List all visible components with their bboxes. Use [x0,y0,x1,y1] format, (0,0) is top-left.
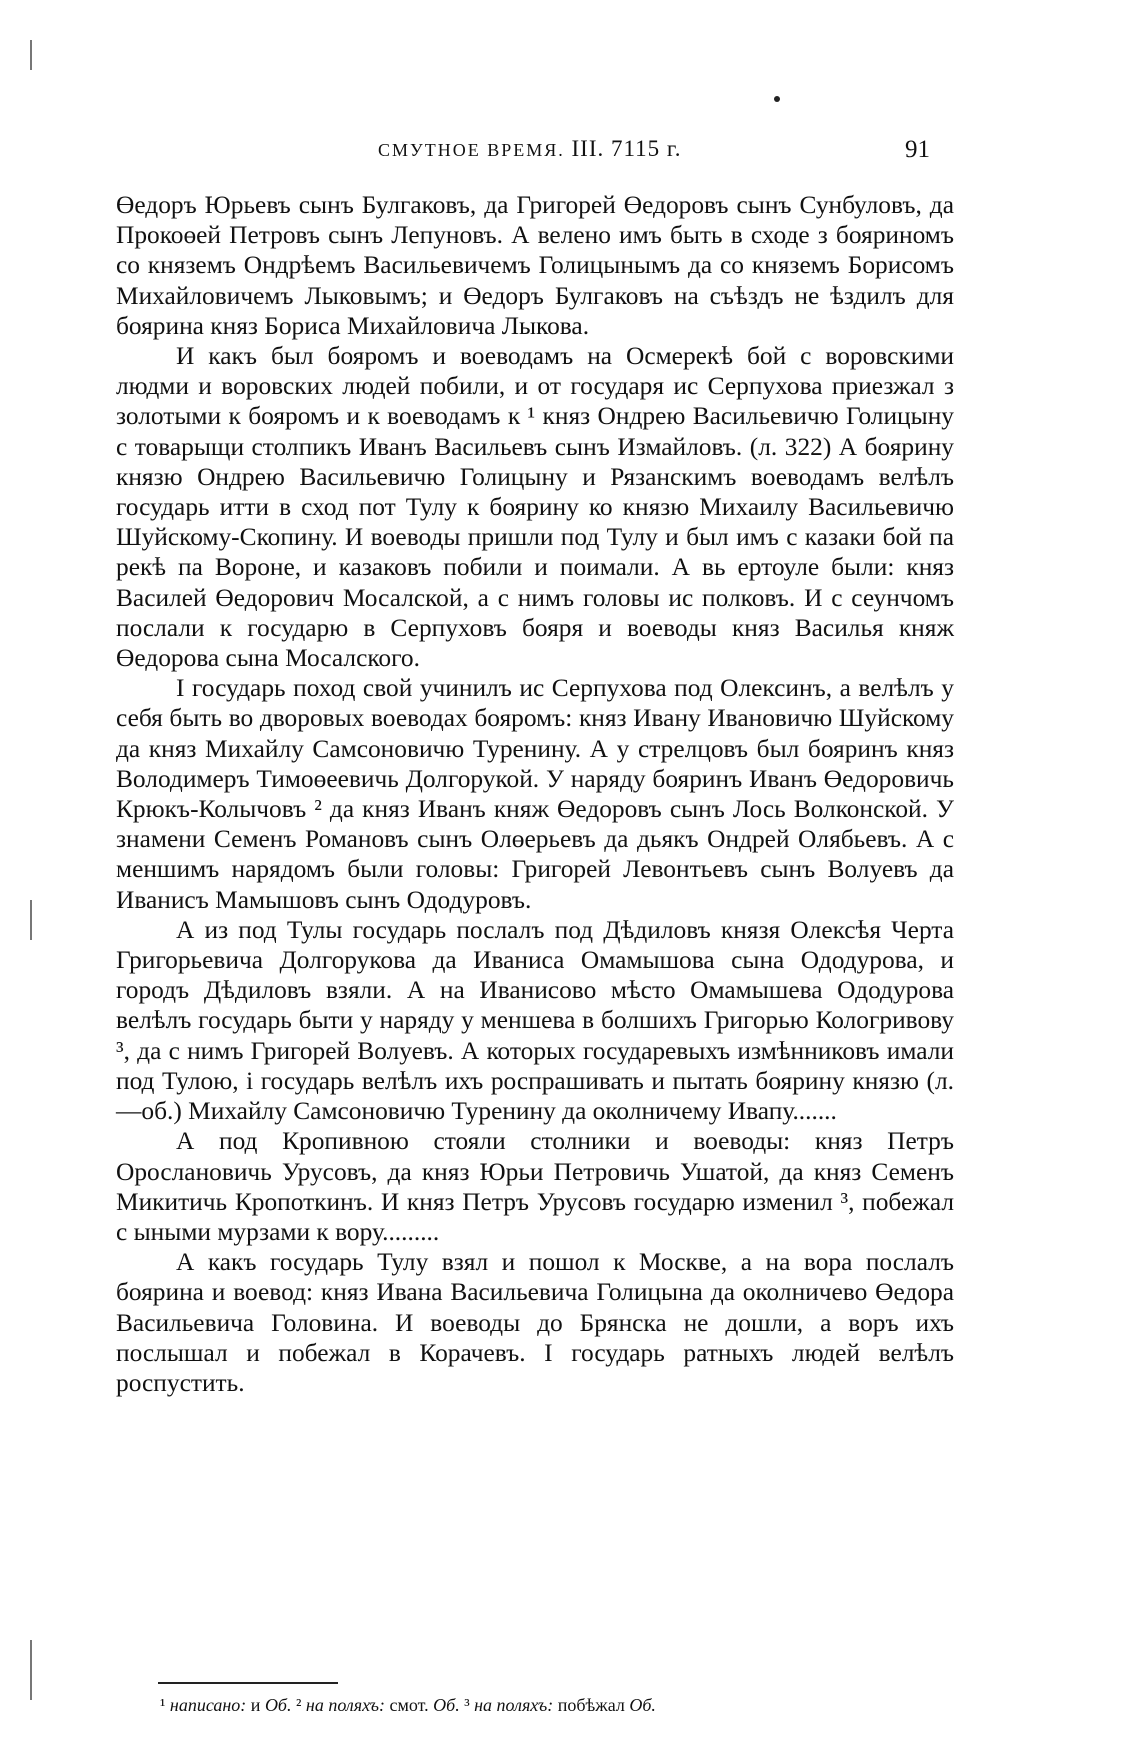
scan-edge-mark [30,1640,32,1700]
body-text [116,190,954,1398]
paragraph: Өедоръ Юрьевъ сынъ Булгаковъ, да Григорей Өедоровъ сынъ Сунбуловъ, да Прокоөей Петровъ сынъ Лепуновъ. А велено имъ быть в сходе з бояриномъ со княземъ Ондрѣемъ Васильевичемъ Голицынымъ да со княземъ Борисомъ Михайловичемъ Лыковымъ; и Өедоръ Булгаковъ на съѣздъ не ѣздилъ для боярина княз Бориса Михайловича Лыкова. [116,191,954,340]
footnotes [160,1693,920,1717]
footnote-source: Об. [433,1695,460,1715]
scan-edge-mark [30,40,32,70]
scan-edge-mark [30,900,32,940]
page-header [120,136,950,176]
footnote-source: Об. [264,1695,292,1715]
footnote-label: написано: [169,1695,247,1715]
footnote-mark: ³ [464,1695,470,1715]
running-head-year: III. 7115 г. [564,136,682,161]
running-head-title: СМУТНОЕ ВРЕМЯ. [378,140,565,160]
paragraph: І государь поход свой учинилъ ис Серпухова под Олексинъ, а велѣлъ у себя быть во дворовых воеводах бояромъ: княз Ивану Ивановичю Шуйскому да княз Михайлу Самсоновичю Туренину. А у стрелцовъ был бояринъ княз Володимеръ Тимоөеевичь Долгорукой. У наряду бояринъ Иванъ Өедоровичь Крюкъ-Колычовъ ² да княз Иванъ княж Өедоровъ сынъ Лось Волконской. У знамени Семенъ Романовъ сынъ Олөерьевъ да дьякъ Ондрей Олябьевъ. А с меншимъ нарядомъ были головы: Григорей Левонтьевъ сынъ Волуевъ да Иванисъ Мамышовъ сынъ Ододуровъ. [116,674,954,914]
footnote-text: смот. [384,1695,434,1715]
footnote-mark: ² [296,1695,302,1715]
footnote-source: Об. [629,1695,656,1715]
running-head [378,136,681,162]
footnote-text: побѣжал [553,1695,630,1715]
footnote-mark: ¹ [160,1695,166,1715]
paragraph: И какъ был бояромъ и воеводамъ на Осмерекѣ бой с воровскими людми и воровских людей побили, и от государя ис Серпухова приезжал з золотыми к бояромъ и к воеводамъ к ¹ княз Ондрею Васильевичю Голицыну с товарыщи столпикъ Иванъ Васильевъ сынъ Измайловъ. (л. 322) А боярину князю Ондрею Васильевичю Голицыну и Рязанскимъ воеводамъ велѣлъ государь итти в сход пот Тулу к боярину ко князю Михаилу Васильевичю Шуйскому-Скопину. И воеводы пришли под Тулу и был имъ с казаки бой па рекѣ па Вороне, и казаковъ побили и поимали. А вь ертоуле были: княз Василей Өедорович Мосалской, а с нимъ головы ис полковъ. И с сеунчомъ послали к государю в Серпуховъ бояря и воеводы княз Василья княж Өедорова сына Мосалского. [116,342,954,673]
scan-speck [774,96,780,102]
page-number: 91 [905,136,930,163]
paragraph: А какъ государь Тулу взял и пошол к Москве, а на вора послалъ боярина и воевод: княз Ивана Васильевича Голицына да околничево Өедора Васильевича Головина. И воеводы до Брянска не дошли, а воръ ихъ послышал и побежал в Корачевъ. І государь ратныхъ людей велѣлъ роспустить. [116,1248,954,1397]
footnote-text: и [246,1695,265,1715]
footnote-rule [158,1682,338,1684]
paragraph: А из под Тулы государь послалъ под Дѣдиловъ князя Олексѣя Черта Григорьевича Долгорукова да Иваниса Омамышова сына Ододурова, и городъ Дѣдиловъ взяли. А на Иванисово мѣсто Омамышева Ододурова велѣлъ государь быти у наряду у меншева в болшихъ Григорью Кологривову ³, да с нимъ Григорей Волуевъ. А которых государевыхъ измѣнниковъ имали под Тулою, і государь велѣлъ ихъ роспрашивать и пытать боярину князю (л.—об.) Михайлу Самсоновичю Туренину да околничему Ивапу....... [116,915,954,1126]
footnote-label: на поляхъ: [301,1695,385,1715]
footnote-label: на поляхъ: [469,1695,554,1715]
paragraph: А под Кропивною стояли столники и воеводы: княз Петръ Орослановичь Урусовъ, да княз Юрьи Петровичь Ушатой, да княз Семенъ Микитичь Кропоткинъ. И княз Петръ Урусовъ государю изменил ³, побежал с ыными мурзами к вору......... [116,1127,954,1246]
